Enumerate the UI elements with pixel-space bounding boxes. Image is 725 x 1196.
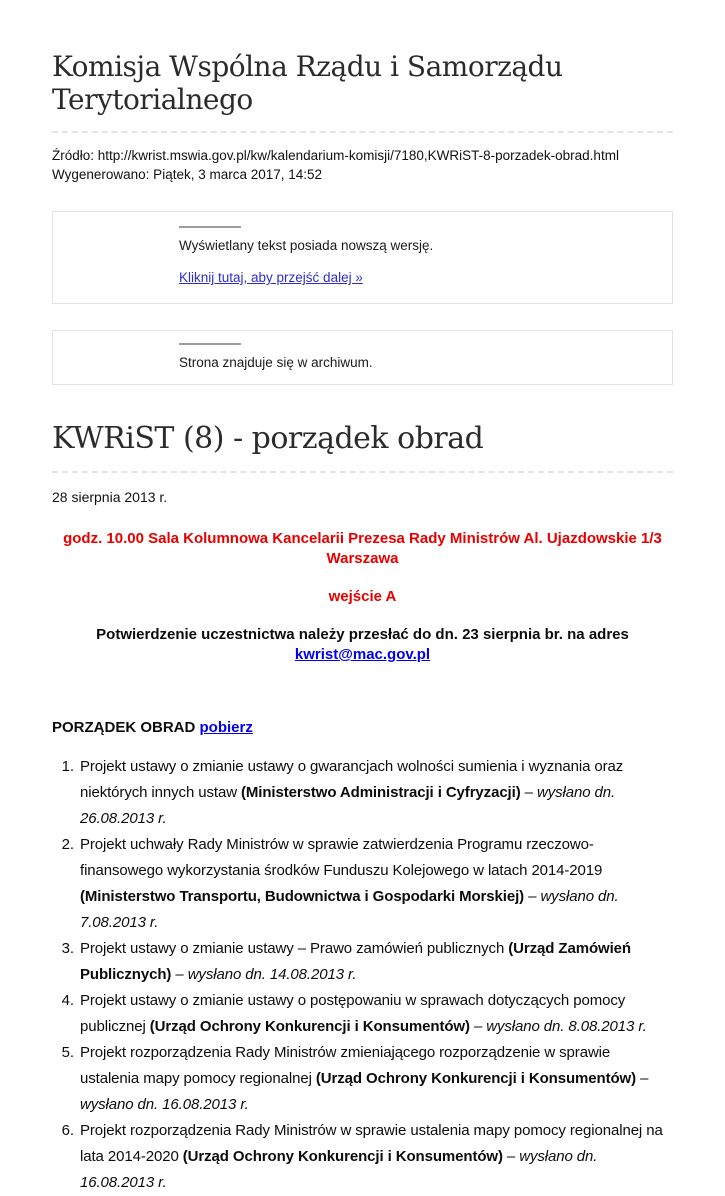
agenda-item-text: Projekt rozporządzenia Rady Ministrów zmieniającego rozporządzenie w sprawie ustalenia mapy pomocy regionalnej [80,1044,611,1087]
source-line: Źródło: http://kwrist.mswia.gov.pl/kw/kalendarium-komisji/7180,KWRiST-8-porzadek-obrad.html [52,148,619,163]
venue-line-1: godz. 10.00 Sala Kolumnowa Kancelarii Prezesa Rady Ministrów Al. Ujazdowskie 1/3 Warszawa [63,530,671,567]
agenda-item-text: Projekt ustawy o zmianie ustawy o postępowaniu w sprawach dotyczących pomocy publicznej [80,992,626,1035]
notice-rule [179,226,241,228]
agenda-item-org: (Ministerstwo Transportu, Budownictwa i Gospodarki Morskiej) [80,888,525,905]
agenda-item [78,988,673,1040]
agenda-item-sent: – wysłano dn. 14.08.2013 r. [171,966,357,983]
agenda-item-org: (Ministerstwo Administracji i Cyfryzacji) [241,784,521,801]
agenda-item-sent: – wysłano dn. 16.08.2013 r. [80,1070,649,1113]
agenda-item-org: (Urząd Ochrony Konkurencji i Konsumentów) [149,1018,470,1035]
generated-line: Wygenerowano: Piątek, 3 marca 2017, 14:52 [52,167,323,182]
dashed-divider [52,471,673,473]
download-link[interactable]: pobierz [199,719,253,736]
agenda-item-text: Projekt uchwały Rady Ministrów w sprawie zatwierdzenia Programu rzeczowo-finansowego wykorzystania środków Funduszu Kolejowego w latach 2014-2019 [80,836,603,879]
document-meta [52,146,673,184]
article-date: 28 sierpnia 2013 r. [52,489,168,505]
agenda-item [78,754,673,832]
newer-version-link[interactable]: Kliknij tutaj, aby przejść dalej » [179,270,363,285]
agenda-item-sent: – wysłano dn. 26.08.2013 r. [80,784,616,827]
agenda-item-org: (Urząd Ochrony Konkurencji i Konsumentów) [315,1070,636,1087]
newer-version-notice [52,211,673,304]
archive-text: Strona znajduje się w archiwum. [179,355,373,370]
agenda-item-org: (Urząd Zamówień Publicznych) [80,940,631,983]
agenda-item-org: (Urząd Ochrony Konkurencji i Konsumentów) [182,1148,503,1165]
confirmation-line [52,625,673,665]
agenda-item [78,832,673,936]
email-link[interactable]: kwrist@mac.gov.pl [294,646,431,663]
agenda-header [52,719,673,736]
venue-line-2: wejście A [328,588,397,605]
dashed-divider [52,131,673,133]
notice-rule [179,343,241,345]
agenda-label: PORZĄDEK OBRAD [52,719,196,736]
newer-version-text: Wyświetlany tekst posiada nowszą wersję. [179,238,434,253]
agenda-item-text: Projekt rozporządzenia Rady Ministrów w sprawie ustalenia mapy pomocy regionalnej na lata 2014-2020 [80,1122,663,1165]
site-title: Komisja Wspólna Rządu i Samorządu Terytorialnego [52,50,563,116]
confirmation-text: Potwierdzenie uczestnictwa należy przesłać do dn. 23 sierpnia br. na adres [96,626,629,643]
document-page [52,0,673,1196]
agenda-item-text: Projekt ustawy o zmianie ustawy – Prawo zamówień publicznych [80,940,509,957]
agenda-item-sent: – wysłano dn. 8.08.2013 r. [469,1018,647,1035]
agenda-list [52,754,673,1196]
agenda-item-text: Projekt ustawy o zmianie ustawy o gwarancjach wolności sumienia i wyznania oraz niektórych innych ustaw [80,758,624,801]
agenda-item [78,1118,673,1196]
archive-notice [52,330,673,385]
agenda-item [78,936,673,988]
agenda-item-sent: – wysłano dn. 16.08.2013 r. [80,1148,598,1191]
agenda-item [78,1040,673,1118]
article-title: KWRiST (8) - porządek obrad [52,421,484,456]
agenda-item-sent: – wysłano dn. 7.08.2013 r. [80,888,619,931]
